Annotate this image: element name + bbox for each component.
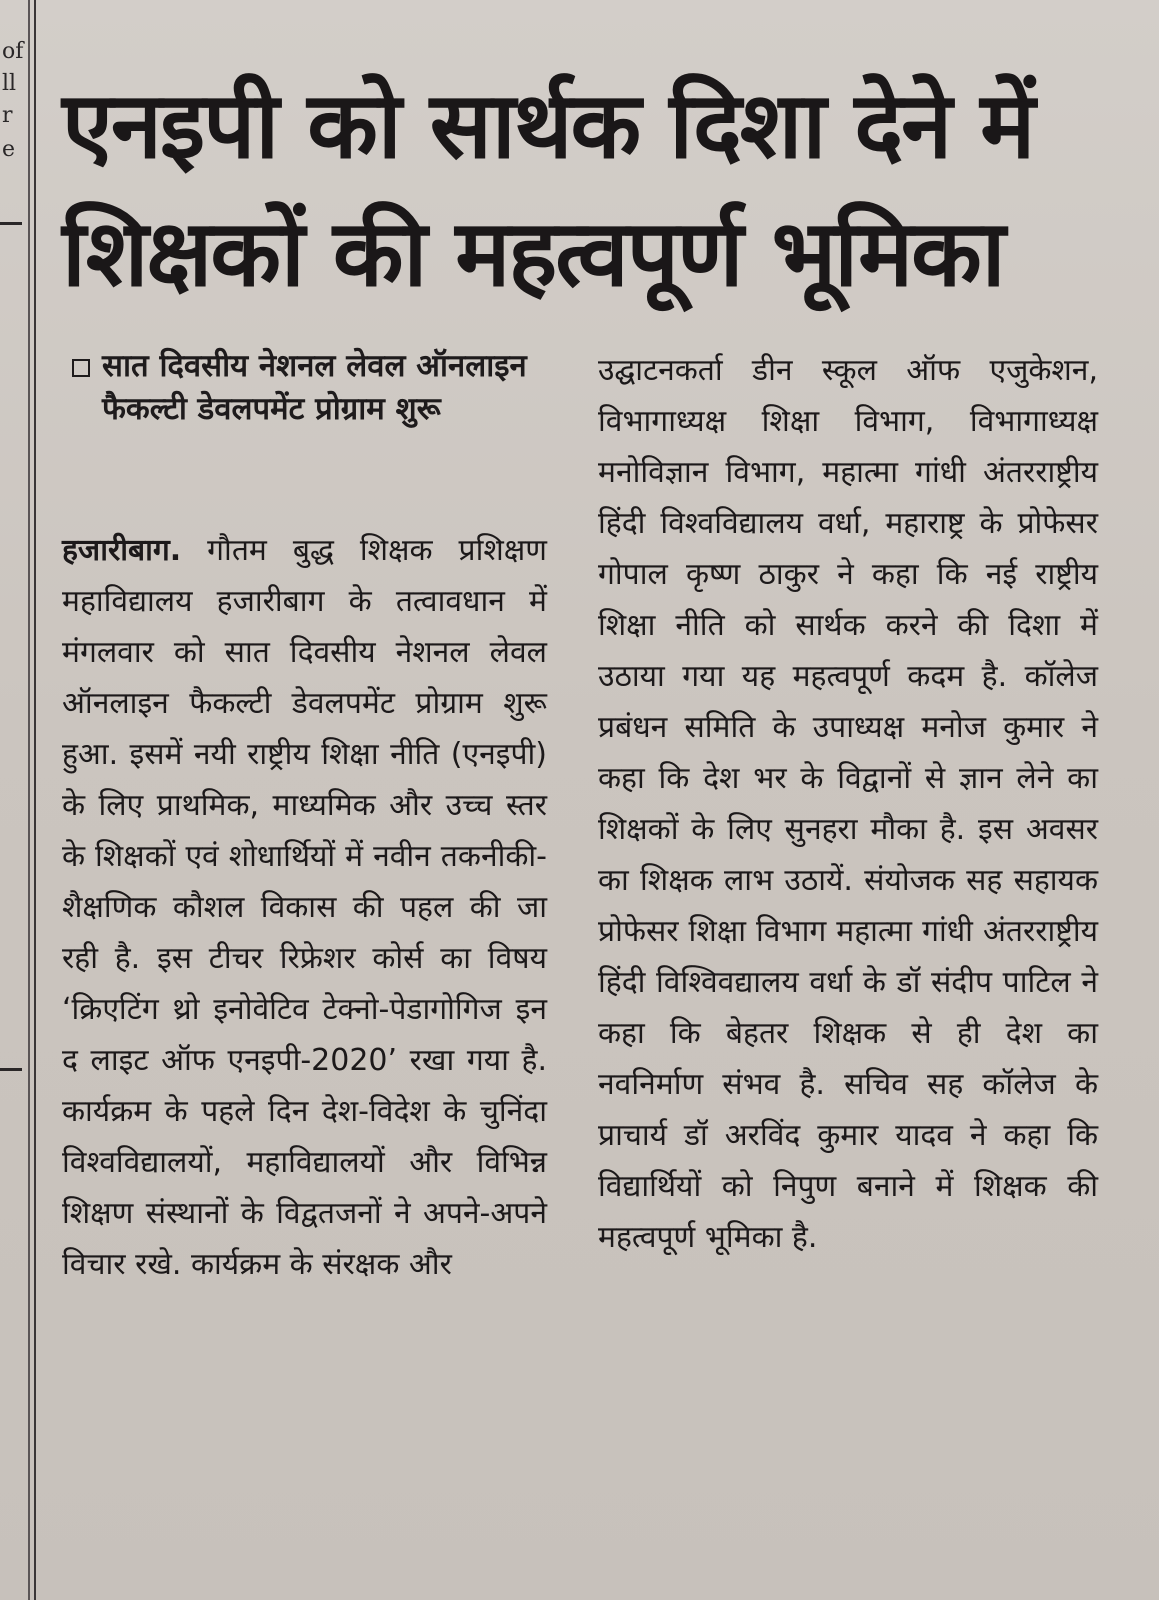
edge-box-rule [0,1068,22,1071]
subheadline-text: सात दिवसीय नेशनल लेवल ऑनलाइन फैकल्टी डेवलपमेंट प्रोग्राम शुरू [102,348,527,427]
article-headline: एनइपी को सार्थक दिशा देने में शिक्षकों की महत्वपूर्ण भूमिका [62,72,1034,307]
column-divider [28,0,30,1600]
article-subheadline [72,345,542,431]
bullet-square-icon [72,359,90,377]
column-divider [34,0,36,1600]
edge-fragment: of [2,39,24,64]
article-column-left [62,525,547,1290]
edge-fragment: ll [2,71,17,96]
edge-fragment: r [2,103,13,128]
column-left-text: गौतम बुद्ध शिक्षक प्रशिक्षण महाविद्यालय हजारीबाग के तत्वावधान में मंगलवार को सात दिवसीय नेशनल लेवल ऑनलाइन फैकल्टी डेवलपमेंट प्रोग्राम शुरू हुआ. इसमें नयी राष्ट्रीय शिक्षा नीति (एनइपी) के लिए प्राथमिक, माध्यमिक और उच्च स्तर के शिक्षकों एवं शोधार्थियों में नवीन तकनीकी-शैक्षणिक कौशल विकास की पहल की जा रही है. इस टीचर रिफ्रेशर कोर्स का विषय ‘क्रिएटिंग थ्रो इनोवेटिव टेक्नो-पेडागोगिज इन द लाइट ऑफ एनइपी-2020’ रखा गया है. कार्यक्रम के पहले दिन देश-विदेश के चुनिंदा विश्वविद्यालयों, महाविद्यालयों और विभिन्न शिक्षण संस्थानों के विद्वतजनों ने अपने-अपने विचार रखे. कार्यक्रम के संरक्षक और [62,533,547,1282]
edge-fragment: e [2,137,16,162]
dateline: हजारीबाग. [62,533,182,568]
edge-box-rule [0,222,22,225]
column-left-paragraph [62,525,547,1290]
column-right-text: उद्घाटनकर्ता डीन स्कूल ऑफ एजुकेशन, विभागाध्यक्ष शिक्षा विभाग, विभागाध्यक्ष मनोविज्ञान विभाग, महात्मा गांधी अंतरराष्ट्रीय हिंदी विश्वविद्यालय वर्धा, महाराष्ट्र के प्रोफेसर गोपाल कृष्ण ठाकुर ने कहा कि नई राष्ट्रीय शिक्षा नीति को सार्थक करने की दिशा में उठाया गया यह महत्वपूर्ण कदम है. कॉलेज प्रबंधन समिति के उपाध्यक्ष मनोज कुमार ने कहा कि देश भर के विद्वानों से ज्ञान लेने का शिक्षकों के लिए सुनहरा मौका है. इस अवसर का शिक्षक लाभ उठायें. संयोजक सह सहायक प्रोफेसर शिक्षा विभाग महात्मा गांधी अंतरराष्ट्रीय हिंदी विश्विवद्यालय वर्धा के डॉ संदीप पाटिल ने कहा कि बेहतर शिक्षक से ही देश का नवनिर्माण संभव है. सचिव सह कॉलेज के प्राचार्य डॉ अरविंद कुमार यादव ने कहा कि विद्यार्थियों को निपुण बनाने में शिक्षक की महत्वपूर्ण भूमिका है. [598,353,1098,1255]
article-column-right [598,345,1098,1263]
